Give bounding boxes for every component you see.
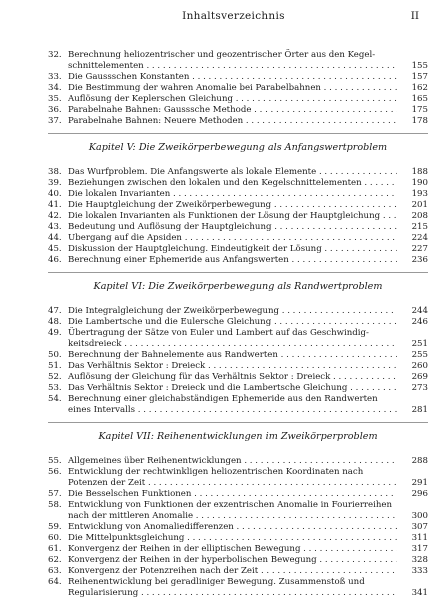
entry-page-number: 273 (411, 383, 428, 393)
toc-entry[interactable] (48, 83, 428, 94)
entry-title (68, 361, 401, 372)
entry-title-line: Regularisierung . . . (68, 588, 397, 599)
entry-number: 59. (48, 522, 62, 532)
entry-number: 64. (48, 577, 62, 587)
entry-title (68, 456, 401, 467)
entry-title-line: Diskussion der Hauptgleichung. Eindeutigkeit der Lösung . . . (68, 244, 397, 255)
toc-entry[interactable] (48, 211, 428, 222)
entry-page-number: 201 (411, 200, 428, 210)
entry-title-line: Die lokalen Invarianten . . . (68, 189, 397, 200)
page-header (48, 10, 419, 24)
entry-title-line: Die Hauptgleichung der Zweikörperbewegung . . . (68, 200, 397, 211)
entry-page-number: 269 (411, 372, 428, 382)
entry-number: 32. (48, 50, 62, 60)
entry-title-line: Bedeutung und Auflösung der Hauptgleichung . . . (68, 222, 397, 233)
entry-title (68, 233, 401, 244)
entry-title (68, 372, 401, 383)
entry-title (68, 566, 401, 577)
entry-number: 36. (48, 105, 62, 115)
entry-title (68, 317, 401, 328)
entry-title (68, 350, 401, 361)
toc-entry[interactable] (48, 233, 428, 244)
chapter-heading: Kapitel V: Die Zweikörperbewegung als Anfangswertproblem (88, 142, 388, 153)
entry-title (68, 467, 401, 489)
toc-entry[interactable] (48, 361, 428, 372)
entry-number: 57. (48, 489, 62, 499)
entry-page-number: 307 (411, 522, 428, 532)
entry-page-number: 311 (411, 533, 428, 543)
entry-title-line: Parabelnahe Bahnen: Neuere Methoden . . . (68, 116, 397, 127)
entry-title (68, 72, 401, 83)
entry-page-number: 296 (411, 489, 428, 499)
entry-title-line: Die Gaussschen Konstanten . . . (68, 72, 397, 83)
entry-title (68, 533, 401, 544)
entry-title (68, 306, 401, 317)
entry-number: 61. (48, 544, 62, 554)
toc-entry[interactable] (48, 72, 428, 83)
entry-page-number: 178 (411, 116, 428, 126)
entry-title-line: Die Lambertsche und die Eulersche Gleichung . . . (68, 317, 397, 328)
entry-title (68, 116, 401, 127)
entry-title (68, 200, 401, 211)
entry-title-line: Berechnung einer Ephemeride aus Anfangswerten . . . (68, 255, 397, 266)
entry-title-line: schnittelementen . . . (68, 61, 397, 72)
entry-page-number: 175 (411, 105, 428, 115)
entry-title-line: Berechnung heliozentrischer und geozentrischer Örter aus den Kegel- (68, 50, 376, 60)
section-divider (48, 422, 428, 423)
entry-page-number: 281 (411, 405, 428, 415)
entry-number: 40. (48, 189, 62, 199)
entry-number: 43. (48, 222, 62, 232)
entry-title-line: Entwicklung der rechtwinkligen heliozentrischen Koordinaten nach (68, 467, 364, 477)
entry-page-number: 193 (411, 189, 428, 199)
entry-title (68, 555, 401, 566)
entry-page-number: 190 (411, 178, 428, 188)
toc-entry[interactable] (48, 94, 428, 105)
entry-title-line: Konvergenz der Reihen in der elliptischen Bewegung . . . (68, 544, 397, 555)
entry-page-number: 224 (411, 233, 428, 243)
entry-title-line: Die Bestimmung der wahren Anomalie bei Parabelbahnen . . . (68, 83, 397, 94)
entry-number: 58. (48, 500, 62, 510)
toc-entry[interactable] (48, 50, 428, 72)
entry-page-number: 236 (411, 255, 428, 265)
entry-title (68, 94, 401, 105)
entry-title (68, 522, 401, 533)
entry-title-line: Entwicklung von Funktionen der exzentrischen Anomalie in Fourierreihen (68, 500, 393, 510)
chapter-heading: Kapitel VI: Die Zweikörperbewegung als Randwertproblem (93, 281, 383, 292)
toc-entry[interactable] (48, 167, 428, 178)
entry-title (68, 189, 401, 200)
entry-page-number: 165 (411, 94, 428, 104)
entry-title-line: Das Verhältnis Sektor : Dreieck und die Lambertsche Gleichung . . . (68, 383, 397, 394)
entry-number: 54. (48, 394, 62, 404)
entry-title (68, 328, 401, 350)
entry-title (68, 222, 401, 233)
entry-number: 60. (48, 533, 62, 543)
entry-title-line: keitsdreieck . . . (68, 339, 397, 350)
entry-title-line: Berechnung einer gleichabständigen Ephemeride aus den Randwerten (68, 394, 378, 404)
toc-entry[interactable] (48, 372, 428, 383)
entry-title-line: Auflösung der Gleichung für das Verhältnis Sektor : Dreieck . . . (68, 372, 397, 383)
entry-title (68, 50, 401, 72)
entry-title (68, 544, 401, 555)
entry-number: 41. (48, 200, 62, 210)
toc-entry[interactable] (48, 383, 428, 394)
entry-title-line: Konvergenz der Potenzreihen nach der Zeit . . . (68, 566, 397, 577)
entry-title-line: Die lokalen Invarianten als Funktionen der Lösung der Hauptgleichung . . . (68, 211, 397, 222)
entry-title (68, 394, 401, 416)
entry-page-number: 215 (411, 222, 428, 232)
entry-page-number: 246 (411, 317, 428, 327)
toc-entry[interactable] (48, 105, 428, 116)
toc-entry[interactable] (48, 317, 428, 328)
chapter-heading: Kapitel VII: Reihenentwicklungen im Zweikörperproblem (98, 431, 378, 442)
entry-title (68, 211, 401, 222)
entry-title (68, 383, 401, 394)
entry-title-line: Allgemeines über Reihenentwicklungen . . . (68, 456, 397, 467)
entry-title (68, 167, 401, 178)
toc-entry[interactable] (48, 178, 428, 189)
toc-entry[interactable] (48, 394, 428, 416)
entry-number: 42. (48, 211, 62, 221)
entry-title (68, 500, 401, 522)
entry-title-line: Beziehungen zwischen den lokalen und den Kegelschnittelementen . . . (68, 178, 397, 189)
entry-page-number: 251 (411, 339, 428, 349)
entry-title (68, 577, 401, 599)
entry-number: 62. (48, 555, 62, 565)
entry-title (68, 244, 401, 255)
entry-page-number: 317 (411, 544, 428, 554)
entry-page-number: 208 (411, 211, 428, 221)
entry-page-number: 155 (411, 61, 428, 71)
entry-title (68, 83, 401, 94)
toc-entry[interactable] (48, 533, 428, 544)
entry-title-line: Die Integralgleichung der Zweikörperbewegung . . . (68, 306, 397, 317)
entry-number: 39. (48, 178, 62, 188)
entry-number: 33. (48, 72, 62, 82)
toc-entry[interactable] (48, 255, 428, 266)
entry-page-number: 157 (411, 72, 428, 82)
toc-entry[interactable] (48, 306, 428, 317)
entry-page-number: 341 (411, 588, 428, 598)
page-title: Inhaltsverzeichnis (182, 10, 285, 22)
toc-entry[interactable] (48, 244, 428, 255)
entry-number: 48. (48, 317, 62, 327)
entry-number: 50. (48, 350, 62, 360)
entry-title (68, 105, 401, 116)
entry-page-number: 188 (411, 167, 428, 177)
toc-entry[interactable] (48, 467, 428, 489)
entry-number: 63. (48, 566, 62, 576)
entry-title (68, 178, 401, 189)
entry-number: 51. (48, 361, 62, 371)
entry-page-number: 288 (411, 456, 428, 466)
entry-title-line: Die Mittelpunktsgleichung . . . (68, 533, 397, 544)
page-number: II (410, 10, 419, 22)
entry-title-line: Potenzen der Zeit . . . (68, 478, 397, 489)
entry-title-line: nach der mittleren Anomalie . . . (68, 511, 397, 522)
entry-number: 46. (48, 255, 62, 265)
entry-title-line: Reihenentwicklung bei geradliniger Bewegung. Zusammenstoß und (68, 577, 365, 587)
entry-number: 56. (48, 467, 62, 477)
entry-title-line: Entwicklung von Anomaliedifferenzen . . . (68, 522, 397, 533)
entry-page-number: 227 (411, 244, 428, 254)
toc-entry[interactable] (48, 222, 428, 233)
entry-number: 52. (48, 372, 62, 382)
toc-entry[interactable] (48, 577, 428, 599)
section-divider (48, 272, 428, 273)
entry-number: 37. (48, 116, 62, 126)
entry-title-line: Das Verhältnis Sektor : Dreieck . . . (68, 361, 397, 372)
entry-page-number: 260 (411, 361, 428, 371)
toc-entry[interactable] (48, 500, 428, 522)
entry-number: 45. (48, 244, 62, 254)
entry-title-line: eines Intervalls . . . (68, 405, 397, 416)
entry-title-line: Übertragung der Sätze von Euler und Lambert auf das Geschwindig- (68, 328, 369, 338)
toc-entry[interactable] (48, 189, 428, 200)
toc-entry[interactable] (48, 555, 428, 566)
toc-entry[interactable] (48, 328, 428, 350)
entry-number: 34. (48, 83, 62, 93)
entry-number: 47. (48, 306, 62, 316)
section-divider (48, 133, 428, 134)
entry-number: 53. (48, 383, 62, 393)
entry-number: 35. (48, 94, 62, 104)
entry-page-number: 162 (411, 83, 428, 93)
toc-entry[interactable] (48, 489, 428, 500)
toc-entry[interactable] (48, 522, 428, 533)
toc-entry[interactable] (48, 456, 428, 467)
entry-title-line: Berechnung der Bahnelemente aus Randwerten . . . (68, 350, 397, 361)
toc-entry[interactable] (48, 350, 428, 361)
entry-page-number: 333 (411, 566, 428, 576)
toc-entry[interactable] (48, 200, 428, 211)
entry-title (68, 489, 401, 500)
entry-title-line: Parabelnahe Bahnen: Gausssche Methode . . . (68, 105, 397, 116)
entry-title-line: Das Wurfproblem. Die Anfangswerte als lokale Elemente . . . (68, 167, 397, 178)
entry-page-number: 244 (411, 306, 428, 316)
toc-entry[interactable] (48, 566, 428, 577)
toc-entry[interactable] (48, 544, 428, 555)
entry-number: 44. (48, 233, 62, 243)
entry-page-number: 300 (411, 511, 428, 521)
entry-title (68, 255, 401, 266)
toc-entry[interactable] (48, 116, 428, 127)
entry-number: 38. (48, 167, 62, 177)
entry-title-line: Auflösung der Keplerschen Gleichung . . . (68, 94, 397, 105)
entry-title-line: Die Besselschen Funktionen . . . (68, 489, 397, 500)
entry-number: 55. (48, 456, 62, 466)
entry-page-number: 255 (411, 350, 428, 360)
entry-page-number: 328 (411, 555, 428, 565)
entry-title-line: Konvergenz der Reihen in der hyperbolischen Bewegung . . . (68, 555, 397, 566)
entry-page-number: 291 (411, 478, 428, 488)
entry-title-line: Übergang auf die Apsiden . . . (68, 233, 397, 244)
entry-number: 49. (48, 328, 62, 338)
